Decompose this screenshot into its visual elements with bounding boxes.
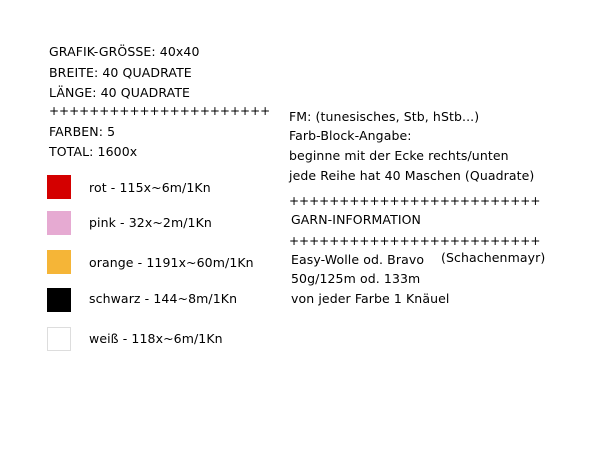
laenge-text: LÄNGE: 40 QUADRATE: [49, 85, 191, 100]
farben-text: FARBEN: 5: [49, 124, 116, 139]
farb-block-text: Farb-Block-Angabe:: [289, 128, 412, 143]
yarn-brand-text: (Schachenmayr): [441, 250, 546, 265]
swatch-schwarz: [47, 288, 71, 312]
separator-right-2: +++++++++++++++++++++++++: [289, 234, 541, 248]
yarn-quantity-text: von jeder Farbe 1 Knäuel: [291, 291, 450, 306]
yarn-name-text: Easy-Wolle od. Bravo: [291, 252, 425, 267]
color-label-rot: rot - 115x~6m/1Kn: [89, 180, 211, 195]
swatch-rot: [47, 175, 71, 199]
beginne-text: beginne mit der Ecke rechts/unten: [289, 148, 509, 163]
swatch-pink: [47, 211, 71, 235]
color-label-weiss: weiß - 118x~6m/1Kn: [89, 331, 223, 346]
garn-information-title: GARN-INFORMATION: [291, 212, 422, 227]
breite-text: BREITE: 40 QUADRATE: [49, 65, 192, 80]
fm-text: FM: (tunesisches, Stb, hStb...): [289, 109, 480, 124]
separator-left: ++++++++++++++++++++++: [49, 104, 271, 118]
swatch-orange: [47, 250, 71, 274]
swatch-weiss: [47, 327, 71, 351]
grafik-groesse-text: GRAFIK-GRÖSSE: 40x40: [49, 44, 200, 59]
reihe-text: jede Reihe hat 40 Maschen (Quadrate): [289, 168, 535, 183]
separator-right-1: +++++++++++++++++++++++++: [289, 194, 541, 208]
color-label-schwarz: schwarz - 144~8m/1Kn: [89, 291, 238, 306]
yarn-weight-text: 50g/125m od. 133m: [291, 271, 421, 286]
total-text: TOTAL: 1600x: [49, 144, 138, 159]
color-label-pink: pink - 32x~2m/1Kn: [89, 215, 212, 230]
color-label-orange: orange - 1191x~60m/1Kn: [89, 255, 254, 270]
